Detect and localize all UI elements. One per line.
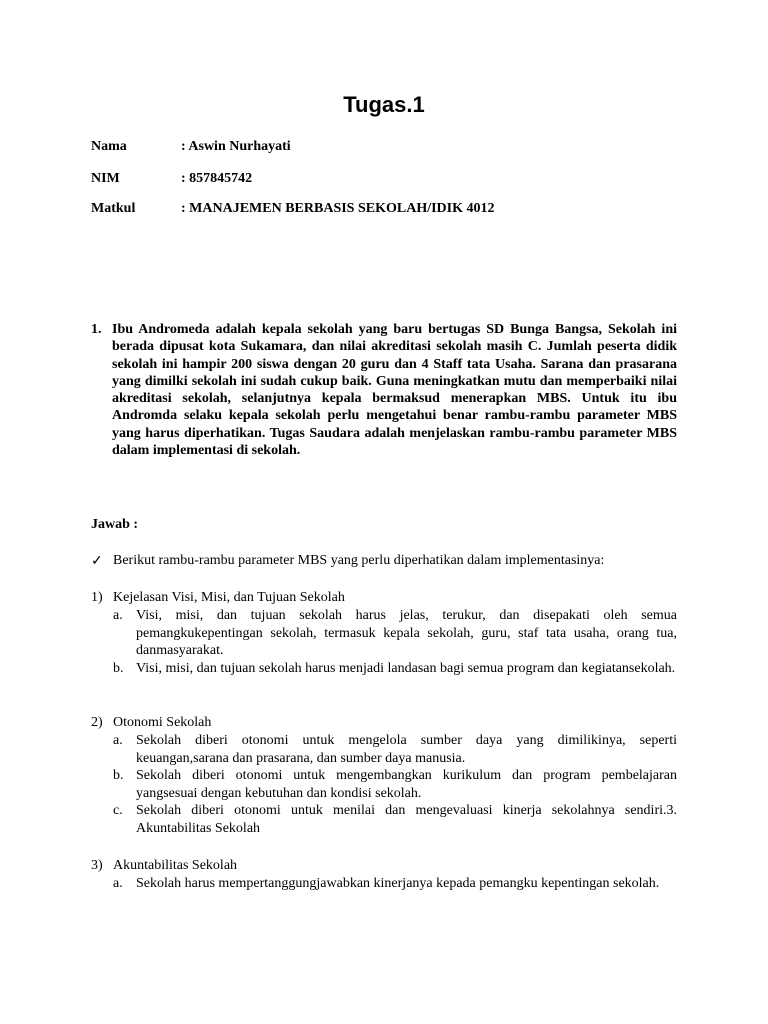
item-letter: c. xyxy=(113,803,123,818)
section-title: Kejelasan Visi, Misi, dan Tujuan Sekolah xyxy=(113,590,345,605)
section-title: Akuntabilitas Sekolah xyxy=(113,858,238,873)
item-text: Visi, misi, dan tujuan sekolah harus jelas, terukur, dan disepakati oleh semua pemangkukepentingan sekolah, termasuk kepala sekolah, guru, staf tata usaha, orang tua, danmasyarakat. xyxy=(136,608,677,658)
section-items xyxy=(91,607,677,677)
section-number: 2) xyxy=(91,715,103,730)
list-item xyxy=(113,660,677,678)
meta-label: NIM xyxy=(91,171,120,186)
item-letter: a. xyxy=(113,876,123,891)
item-letter: b. xyxy=(113,660,124,676)
section-items xyxy=(91,875,677,893)
list-item xyxy=(113,607,677,660)
item-letter: a. xyxy=(113,733,123,748)
intro-text: Berikut rambu-rambu parameter MBS yang perlu diperhatikan dalam implementasinya: xyxy=(113,553,605,568)
section-items xyxy=(91,732,677,837)
item-letter: a. xyxy=(113,608,123,623)
meta-label: Matkul xyxy=(91,201,136,216)
list-item xyxy=(113,802,677,837)
section-title: Otonomi Sekolah xyxy=(113,715,212,730)
question-number: 1. xyxy=(91,322,102,337)
meta-label: Nama xyxy=(91,139,127,154)
list-item xyxy=(113,732,677,767)
item-text: Visi, misi, dan tujuan sekolah harus menjadi landasan bagi semua program dan kegiatansekolah. xyxy=(136,660,676,676)
question-text: Ibu Andromeda adalah kepala sekolah yang baru bertugas SD Bunga Bangsa, Sekolah ini berada dipusat kota Sukamara, dan nilai akreditasi sekolah masih C. Jumlah peserta didik sekolah ini hampir 200 siswa dengan 20 guru dan 4 Staff tata Usaha. Sarana dan prasarana yang dimilki sekolah ini sudah cukup baik. Guna meningkatkan mutu dan memperbaiki nilai akreditasi sekolah, selanjutnya kepala bermaksud menerapkan MBS. Untuk itu ibu Andromda selaku kepala sekolah perlu mengetahui benar rambu-rambu parameter MBS yang harus diperhatikan. Tugas Saudara adalah menjelaskan rambu-rambu parameter MBS dalam implementasi di sekolah. xyxy=(112,322,677,459)
list-item xyxy=(113,767,677,802)
section-number: 1) xyxy=(91,590,103,605)
item-letter: b. xyxy=(113,768,124,783)
meta-value: : Aswin Nurhayati xyxy=(181,139,291,154)
list-item xyxy=(113,875,677,893)
item-text: Sekolah harus mempertanggungjawabkan kinerjanya kepada pemangku kepentingan sekolah. xyxy=(136,876,660,891)
item-text: Sekolah diberi otonomi untuk menilai dan mengevaluasi kinerja sekolahnya sendiri.3. Akuntabilitas Sekolah xyxy=(136,803,677,836)
section-number: 3) xyxy=(91,858,103,873)
checkmark-icon: ✓ xyxy=(91,554,103,569)
document-title: Tugas.1 xyxy=(343,92,425,117)
question-block xyxy=(91,321,677,459)
answer-label: Jawab : xyxy=(91,517,139,532)
meta-value: : MANAJEMEN BERBASIS SEKOLAH/IDIK 4012 xyxy=(181,201,495,216)
meta-value: : 857845742 xyxy=(181,171,253,186)
item-text: Sekolah diberi otonomi untuk mengembangkan kurikulum dan program pembelajaran yangsesuai dengan kebutuhan dan kondisi sekolah. xyxy=(136,768,677,801)
item-text: Sekolah diberi otonomi untuk mengelola sumber daya yang dimilikinya, seperti keuangan,sarana dan prasarana, dan sumber daya manusia. xyxy=(136,733,677,766)
